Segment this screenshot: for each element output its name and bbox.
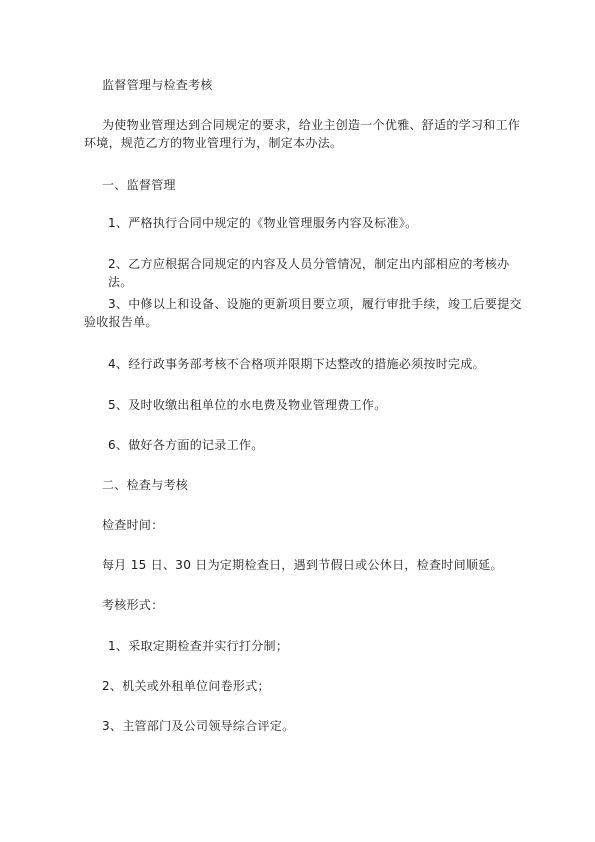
assessment-form-3: 3、主管部门及公司领导综合评定。 <box>102 719 295 733</box>
supervision-item-1: 1、严格执行合同中规定的《物业管理服务内容及标准》。 <box>108 216 418 230</box>
supervision-item-6: 6、做好各方面的记录工作。 <box>108 438 264 452</box>
supervision-item-3: 3、中修以上和设备、设施的更新项目要立项，履行审批手续，竣工后要提交验收报告单。 <box>84 297 522 329</box>
assessment-form-1: 1、采取定期检查并实行打分制； <box>108 639 289 653</box>
supervision-item-5: 5、及时收缴出租单位的水电费及物业管理费工作。 <box>108 398 387 412</box>
assessment-form-label: 考核形式： <box>102 598 164 612</box>
supervision-item-4: 4、经行政事务部考核不合格项并限期下达整改的措施必须按时完成。 <box>108 357 485 371</box>
document-title: 监督管理与检查考核 <box>102 78 213 92</box>
inspection-time-text: 每月 15 日、30 日为定期检查日，遇到节假日或公休日，检查时间顺延。 <box>102 558 503 572</box>
intro-paragraph: 为使物业管理达到合同规定的要求，给业主创造一个优雅、舒适的学习和工作环境，规范乙方的物业管理行为，制定本办法。 <box>84 118 521 150</box>
assessment-form-2: 2、机关或外租单位问卷形式； <box>102 679 270 693</box>
section-heading-inspection: 二、检查与考核 <box>102 478 189 492</box>
inspection-time-label: 检查时间： <box>102 518 164 532</box>
supervision-item-2: 2、乙方应根据合同规定的内容及人员分管情况，制定出内部相应的考核办法。 <box>108 257 510 289</box>
section-heading-supervision: 一、监督管理 <box>102 178 176 192</box>
